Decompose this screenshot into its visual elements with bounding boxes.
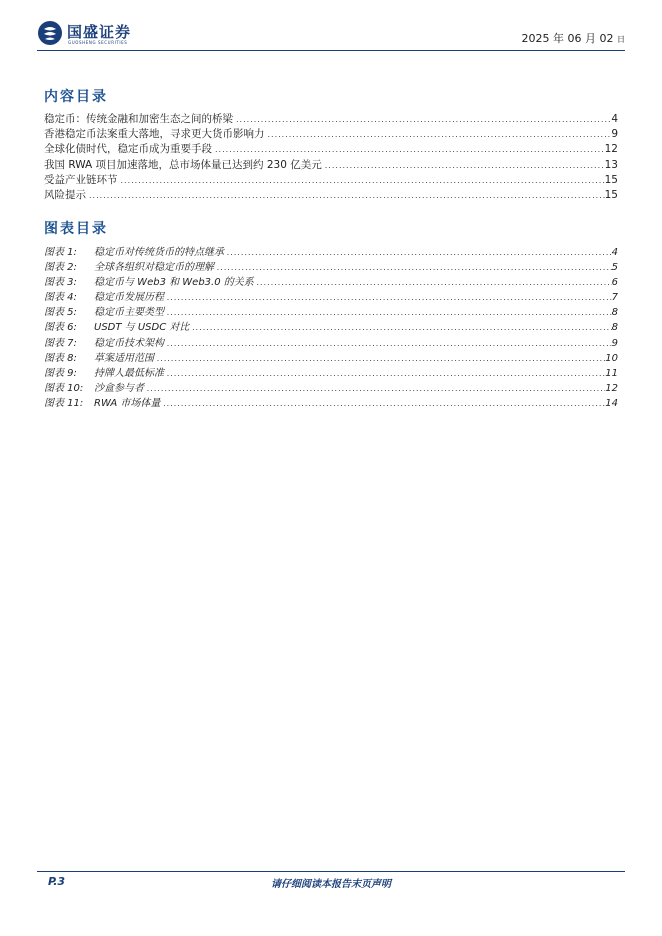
page-reference: 14 [605, 397, 618, 409]
dot-leader [189, 320, 611, 335]
report-date-main: 2025 年 06 月 02 [521, 32, 614, 45]
figure-entry-text: 稳定币与 Web3 和 Web3.0 的关系 [94, 277, 254, 289]
dot-leader [212, 142, 605, 157]
figure-entry-text: 持牌人最低标准 [94, 367, 164, 379]
page-reference: 8 [611, 307, 618, 319]
dot-leader [118, 173, 605, 188]
toc-entry-label [44, 158, 322, 173]
dot-leader [164, 336, 612, 351]
toc-entry-text: 我国 RWA 项目加速落地，总市场体量已达到约 230 亿美元 [44, 158, 322, 171]
figure-number: 图表 1: [44, 247, 77, 258]
toc-entry[interactable] [44, 142, 618, 157]
figure-entry-text: 草案适用范围 [94, 352, 154, 364]
figure-entry-label [44, 305, 164, 320]
brand-name: 国盛证券 [67, 23, 132, 41]
figure-entry-label [44, 381, 144, 396]
page-reference: 5 [611, 262, 618, 274]
page-reference: 15 [604, 188, 618, 201]
figure-entry[interactable] [44, 366, 618, 381]
figure-entry-text: 稳定币发展历程 [94, 292, 164, 304]
page-reference: 11 [605, 367, 618, 379]
dot-leader [322, 158, 605, 173]
figure-entry[interactable] [44, 290, 618, 305]
figure-entry[interactable] [44, 396, 618, 411]
page-reference: 8 [611, 322, 618, 334]
toc-entry-label [44, 142, 212, 157]
figure-entry-label [44, 320, 189, 335]
figure-entry-label [44, 396, 160, 411]
dot-leader [254, 275, 612, 290]
footer-disclaimer: 请仔细阅读本报告末页声明 [271, 879, 391, 890]
report-date [522, 30, 625, 46]
page-reference: 12 [604, 143, 618, 156]
brand-english-name: GUOSHENG SECURITIES [68, 40, 128, 45]
toc-entry-label [44, 173, 118, 188]
page-reference: 4 [611, 247, 618, 258]
toc-entry[interactable] [44, 188, 618, 203]
figures-list [44, 245, 618, 411]
figures-title: 图表目录 [44, 221, 108, 237]
page-reference: 15 [604, 173, 618, 186]
toc-list [44, 112, 618, 203]
figure-entry-text: USDT 与 USDC 对比 [94, 322, 190, 334]
dot-leader [154, 351, 605, 366]
page-reference: 4 [611, 113, 618, 125]
page-header [37, 18, 625, 50]
figure-entry[interactable] [44, 305, 618, 320]
dot-leader [164, 366, 605, 381]
page-number: P.3 [48, 875, 66, 888]
figure-entry-label [44, 351, 154, 366]
toc-entry-text: 全球化债时代，稳定币成为重要手段 [44, 143, 212, 156]
figure-number: 图表 10: [44, 382, 84, 394]
brand-logo [37, 18, 177, 48]
toc-entry-label [44, 127, 265, 142]
dot-leader [86, 188, 605, 203]
figure-number: 图表 5: [44, 307, 77, 319]
figure-number: 图表 4: [44, 292, 77, 304]
dot-leader [164, 305, 612, 320]
figure-number: 图表 11: [44, 397, 84, 409]
figure-entry-text: 稳定币技术架构 [94, 337, 164, 349]
toc-entry[interactable] [44, 127, 618, 142]
figure-entry[interactable] [44, 245, 618, 260]
figure-entry[interactable] [44, 320, 618, 335]
footer-divider [37, 871, 625, 872]
figure-number: 图表 2: [44, 262, 77, 274]
figure-entry-label [44, 275, 254, 290]
brand-logo-icon [37, 20, 63, 46]
figure-entry[interactable] [44, 381, 618, 396]
figure-number: 图表 7: [44, 337, 77, 349]
toc-entry[interactable] [44, 112, 618, 127]
toc-entry-text: 受益产业链环节 [44, 173, 118, 186]
toc-entry-text: 稳定币：传统金融和加密生态之间的桥梁 [44, 113, 233, 125]
figure-entry-text: RWA 市场体量 [94, 397, 161, 409]
figure-entry[interactable] [44, 260, 618, 275]
dot-leader [144, 381, 605, 396]
page-reference: 13 [604, 158, 618, 171]
figure-number: 图表 9: [44, 367, 77, 379]
figure-entry[interactable] [44, 351, 618, 366]
toc-entry[interactable] [44, 173, 618, 188]
figure-entry-text: 沙盒参与者 [94, 382, 144, 394]
figure-entry-label [44, 260, 214, 275]
toc-entry[interactable] [44, 158, 618, 173]
figure-entry-label [44, 245, 224, 260]
page-reference: 12 [605, 382, 618, 394]
figure-entry-label [44, 336, 164, 351]
figure-entry-label [44, 290, 164, 305]
page-reference: 6 [611, 277, 618, 289]
toc-entry-label [44, 112, 233, 127]
header-divider [37, 50, 625, 51]
toc-entry-text: 香港稳定币法案重大落地，寻求更大货币影响力 [44, 128, 265, 141]
figure-entry[interactable] [44, 275, 618, 290]
page-reference: 10 [605, 352, 618, 364]
dot-leader [265, 127, 612, 142]
figure-number: 图表 6: [44, 322, 77, 334]
dot-leader [160, 396, 605, 411]
toc-entry-text: 风险提示 [44, 188, 86, 201]
dot-leader [164, 290, 612, 305]
page-reference: 9 [611, 128, 618, 141]
page-reference: 7 [611, 292, 618, 304]
figure-entry-text: 稳定币对传统货币的特点继承 [94, 247, 224, 258]
figure-entry-label [44, 366, 164, 381]
figure-number: 图表 3: [44, 277, 77, 289]
figure-entry-text: 稳定币主要类型 [94, 307, 164, 319]
dot-leader [233, 112, 611, 127]
toc-title: 内容目录 [44, 89, 108, 105]
report-date-suffix: 日 [617, 35, 625, 44]
dot-leader [224, 245, 612, 260]
figure-entry[interactable] [44, 336, 618, 351]
figure-number: 图表 8: [44, 352, 77, 364]
toc-entry-label [44, 188, 86, 203]
page-reference: 9 [611, 337, 618, 349]
dot-leader [214, 260, 612, 275]
figure-entry-text: 全球各组织对稳定币的理解 [94, 262, 214, 274]
